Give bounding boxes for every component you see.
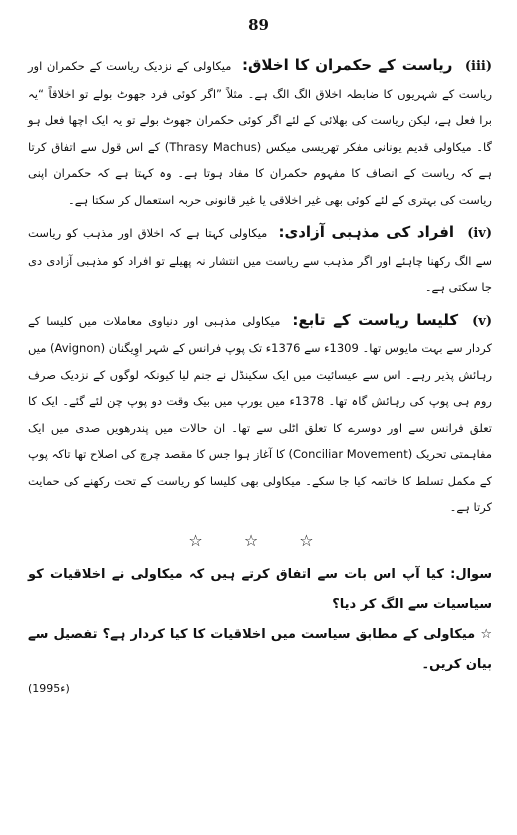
- section-number: (iv): [467, 226, 492, 241]
- page-number: 89: [248, 16, 269, 34]
- section-heading: کلیسا ریاست کے تابع:: [292, 310, 459, 329]
- section-body: میکاولی مذہبی اور دنیاوی معاملات میں کلیسا کے کردار سے بہت مایوس تھا۔ 1309ء سے 1376ء تک پوپ فرانس کے شہر اوِیگنان (Avignon) میں رہائش پذیر رہے۔ اس سے عیسائیت میں ایک سکینڈل نے جنم لیا کیونکہ لوگوں کے نزدیک صرف روم ہی پوپ کی رہائش گاہ تھا۔ 1378ء میں یورپ میں بیک وقت دو پوپ چن لئے گئے۔ ایک کا تعلق فرانس سے اور دوسرے کا تعلق اٹلی سے تھا۔ ان حالات میں پندرھویں صدی میں ایک مفاہمتی تحریک (Conciliar Movement) کا آغاز ہوا جس کا مقصد چرچ کی اصلاح تھا تاکہ پوپ کے مکمل تسلط کا خاتمہ کیا جا سکے۔ میکاولی بھی کلیسا کو ریاست کے تحت رکھنے کی حمایت کرتا ہے۔: [28, 313, 493, 514]
- section-body: میکاولی کہتا ہے کہ اخلاق اور مذہب کو ریاست سے الگ رکھنا چاہئے اور اگر مذہب سے ریاست میں انتشار نہ پھیلے تو افراد کو مذہبی آزادی دی جا سکتی ہے۔: [28, 226, 492, 294]
- question-label: سوال:: [450, 566, 492, 582]
- section-heading: ریاست کے حکمران کا اخلاق:: [241, 56, 453, 74]
- question-year: (1995ء): [28, 681, 70, 695]
- question-block: [28, 560, 492, 695]
- section-paragraph: [28, 219, 492, 301]
- question-text: کیا آپ اس بات سے اتفاق کرتے ہیں کہ میکاولی نے اخلاقیات کو سیاسیات سے الگ کر دیا؟: [28, 566, 492, 612]
- question-paragraph: [28, 560, 492, 620]
- section-paragraph: [28, 307, 492, 521]
- star-divider: ☆ ☆ ☆: [188, 530, 332, 550]
- question-second: ☆ میکاولی کے مطابق سیاست میں اخلاقیات کا کیا کردار ہے؟ تفصیل سے بیان کریں۔: [28, 626, 492, 672]
- section-number: (iii): [464, 59, 493, 74]
- section-number: (v): [472, 313, 493, 329]
- section-heading: افراد کی مذہبی آزادی:: [278, 223, 455, 241]
- section-iv: [28, 219, 492, 301]
- section-body: میکاولی کے نزدیک ریاست کے حکمران اور ریاست کے شہریوں کا ضابطہ اخلاق الگ الگ ہے۔ مثلاً ”اگر کوئی فرد جھوٹ بولے تو اخلاقاً “یہ برا فعل ہے، لیکن ریاست کی بھلائی کے لئے اگر کوئی حکمران جھوٹ بولے تو یہ ایک اچھا فعل ہو گا۔ میکاولی قدیم یونانی مفکر تھریسی میکس (Thrasy Machus) کے اس قول سے اتفاق کرتا ہے کہ ریاست کے انصاف کا مفہوم حکمران کا مفاد ہوتا ہے۔ وہ کہتا ہے کہ حکمران اپنی ریاست کی بہتری کے لئے کوئی بھی غیر اخلاقی یا غیر قانونی حربہ استعمال کر سکتا ہے۔: [28, 59, 492, 207]
- section-paragraph: [28, 52, 492, 213]
- page-content: [28, 52, 492, 695]
- section-iii: [28, 52, 492, 213]
- section-v: [28, 307, 492, 521]
